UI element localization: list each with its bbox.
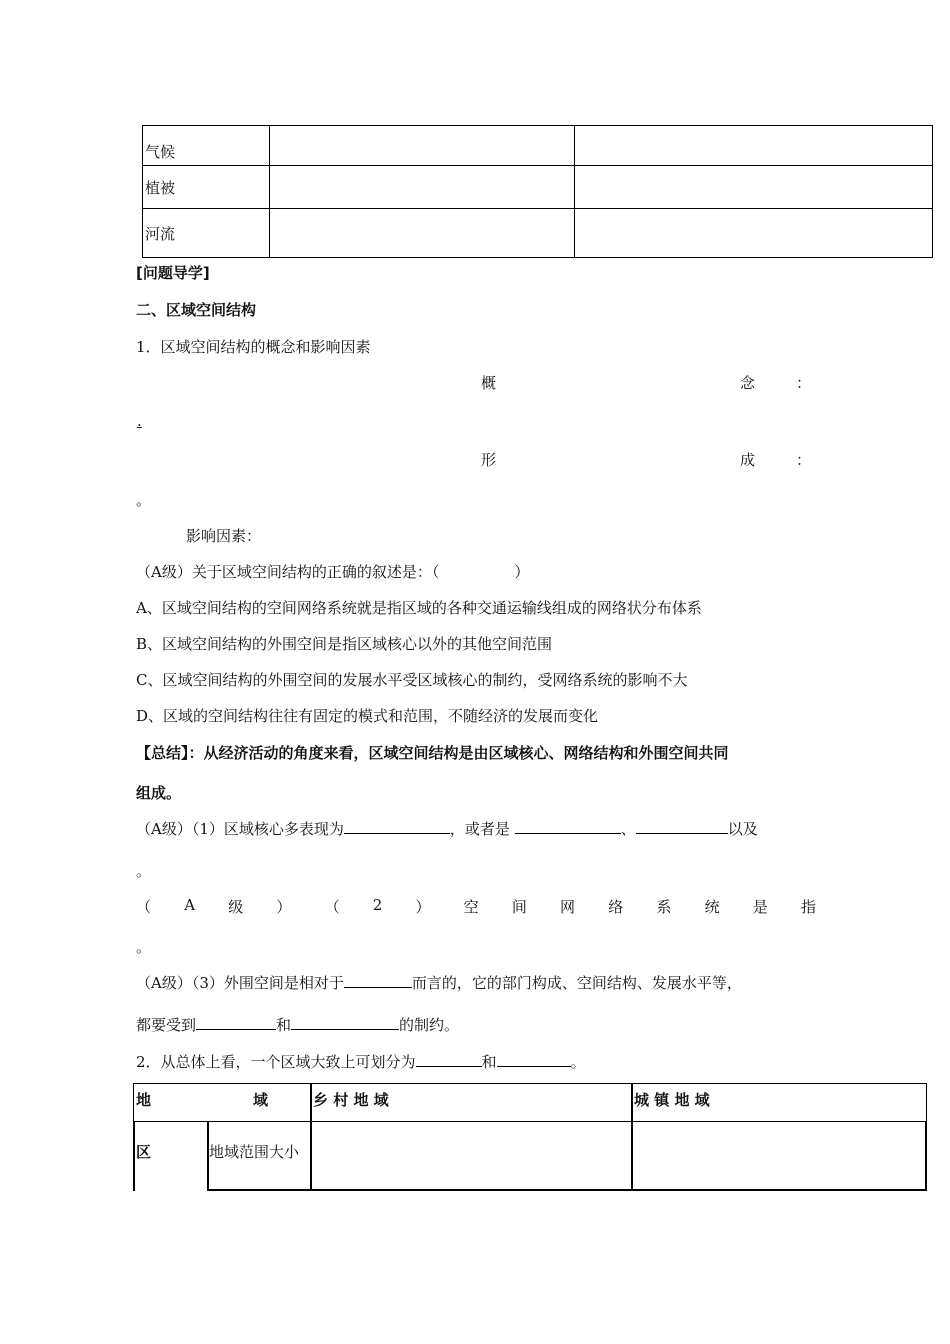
answer-blank[interactable] [344, 973, 412, 988]
fill-2-char: 2 [372, 896, 383, 914]
fill-3-line-1 [136, 972, 742, 993]
question-2-and: 和 [481, 1053, 497, 1071]
fill-1 [136, 818, 758, 839]
fill-2-char: ） [415, 898, 431, 916]
factors-label: 影响因素： [186, 527, 262, 545]
table-cell [575, 209, 933, 258]
formation-char: ： [796, 451, 812, 469]
fill-2-char: 络 [608, 898, 624, 916]
formation-end-dot: 。 [136, 491, 152, 509]
table-cell [575, 166, 933, 209]
fill-2 [136, 896, 816, 917]
concept-char: 念 [740, 374, 756, 392]
section-heading: 二、区域空间结构 [136, 301, 257, 319]
fill-1-prefix: （A级）（1）区域核心多表现为 [136, 820, 344, 838]
concept-char: ： [796, 374, 812, 392]
concept-end-dot: . [137, 412, 142, 430]
mcq-option-d: D、区域的空间结构往往有固定的模式和范围，不随经济的发展而变化 [136, 707, 599, 725]
fill-2-char: 系 [656, 898, 672, 916]
answer-blank[interactable] [515, 819, 621, 834]
answer-blank[interactable] [291, 1015, 399, 1030]
mcq-option-b: B、区域空间结构的外围空间是指区域核心以外的其他空间范围 [136, 635, 553, 653]
table-cell [270, 209, 575, 258]
question-2-prefix: 2．从总体上看，一个区域大致上可划分为 [136, 1053, 416, 1071]
formation-char: 形 [481, 451, 497, 469]
fill-2-end: 。 [136, 938, 152, 956]
fill-2-char: （ [136, 898, 152, 916]
fill-3-line-2 [136, 1014, 459, 1035]
question-2-end: 。 [570, 1053, 586, 1071]
answer-blank[interactable] [636, 819, 728, 834]
question-1-title: 1．区域空间结构的概念和影响因素 [136, 338, 371, 356]
header-cell-urban: 城 镇 地 域 [634, 1091, 710, 1109]
answer-blank[interactable] [497, 1052, 571, 1067]
row-sublabel: 地域范围大小 [209, 1143, 300, 1161]
fill-2-char: A [184, 896, 196, 914]
fill-2-char: 间 [511, 898, 527, 916]
fill-1-suffix: 以及 [727, 820, 758, 838]
mcq-option-a: A、区域空间结构的空间网络系统就是指区域的各种交通运输线组成的网络状分布体系 [136, 599, 702, 617]
fill-2-char: 级 [228, 898, 244, 916]
table-row-label: 植被 [143, 166, 270, 209]
fill-1-end: 。 [136, 862, 152, 880]
mcq-option-c: C、区域空间结构的外围空间的发展水平受区域核心的制约，受网络系统的影响不大 [136, 671, 688, 689]
table-row-label: 河流 [143, 209, 270, 258]
fill-2-char: 统 [704, 898, 720, 916]
summary-line-1: 【总结】：从经济活动的角度来看，区域空间结构是由区域核心、网络结构和外围空间共同 [136, 744, 729, 762]
formation-char: 成 [740, 451, 756, 469]
summary-line-2: 组成。 [136, 784, 182, 802]
table-cell [270, 126, 575, 166]
answer-blank[interactable] [416, 1052, 482, 1067]
header-cell-left-2: 域 [253, 1091, 269, 1109]
fill-3-tail: 的制约。 [399, 1016, 460, 1034]
table-natural-features [142, 125, 933, 258]
answer-blank[interactable] [344, 819, 450, 834]
answer-blank[interactable] [196, 1015, 276, 1030]
row-label: 区 [136, 1143, 152, 1161]
fill-3-and: 和 [276, 1016, 292, 1034]
fill-3-prefix: （A级）（3）外围空间是相对于 [136, 974, 344, 992]
header-cell-left-1: 地 [136, 1091, 152, 1109]
table-cell [575, 126, 933, 166]
fill-2-char: 是 [752, 898, 768, 916]
header-cell-rural: 乡 村 地 域 [313, 1091, 389, 1109]
mcq-stem: （A级）关于区域空间结构的正确的叙述是：（ ） [136, 563, 530, 581]
fill-2-char: 空 [463, 898, 479, 916]
section-label: [问题导学] [136, 264, 210, 282]
table-row-label: 气候 [143, 126, 270, 166]
fill-3-rest: 而言的，它的部门构成、空间结构、发展水平等， [411, 974, 742, 992]
fill-3-lead: 都要受到 [136, 1016, 197, 1034]
fill-1-sep: 、 [620, 820, 636, 838]
region-table [133, 1083, 927, 1191]
question-2 [136, 1051, 586, 1072]
fill-2-char: 指 [800, 898, 816, 916]
fill-2-char: 网 [560, 898, 576, 916]
table-cell [270, 166, 575, 209]
fill-1-mid: ，或者是 [449, 820, 510, 838]
fill-2-char: （ [324, 898, 340, 916]
fill-2-char: ） [276, 898, 292, 916]
concept-char: 概 [481, 374, 497, 392]
